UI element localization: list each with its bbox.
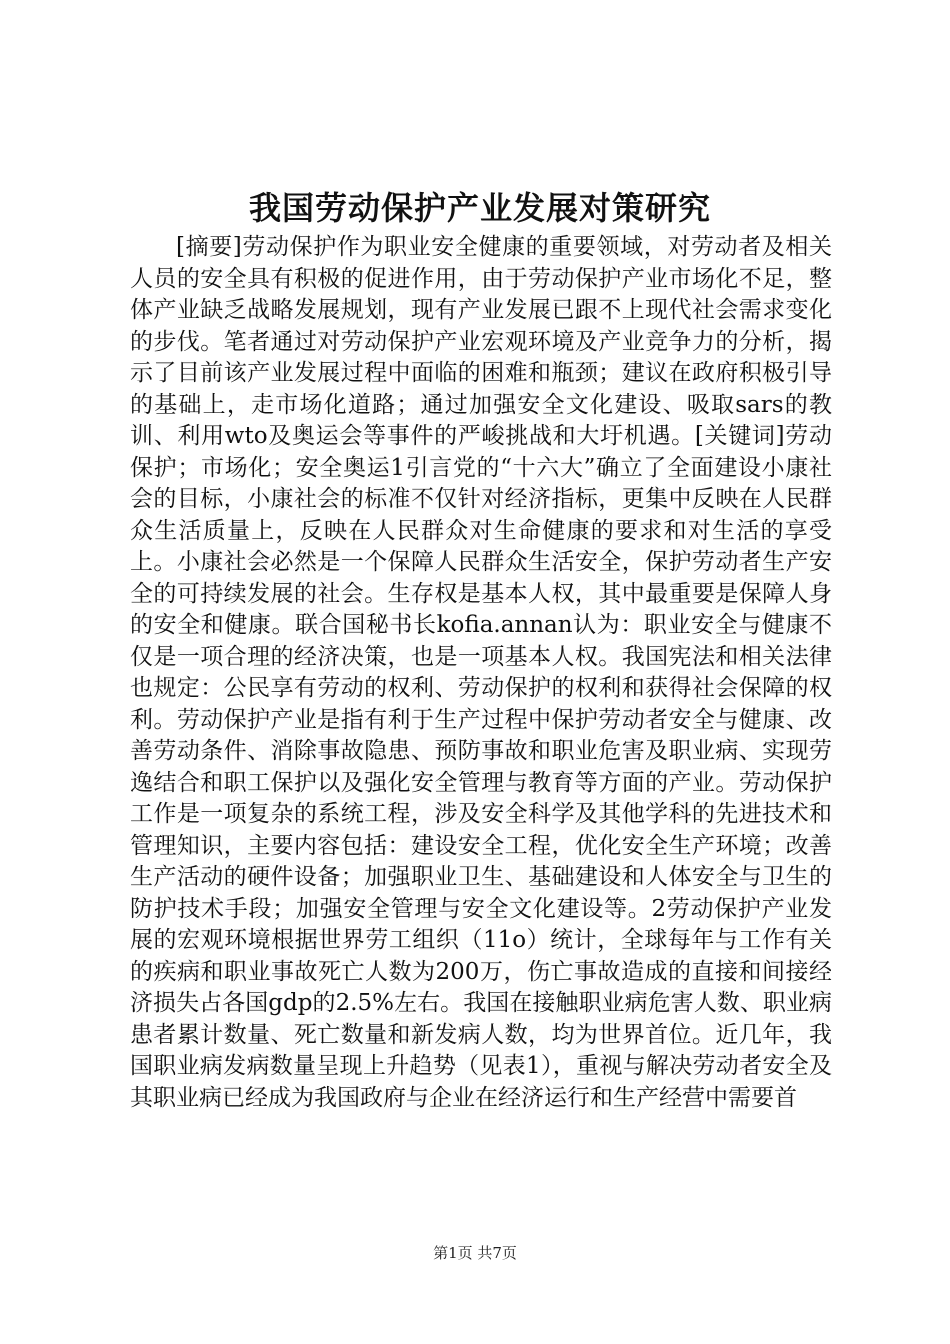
document-body: [摘要]劳动保护作为职业安全健康的重要领域，对劳动者及相关人员的安全具有积极的促进作用，由于劳动保护产业市场化不足，整体产业缺乏战略发展规划，现有产业发展已跟不上现代社会需求变化的步伐。笔者通过对劳动保护产业宏观环境及产业竞争力的分析，揭示了目前该产业发展过程中面临的困难和瓶颈；建议在政府积极引导的基础上，走市场化道路；通过加强安全文化建设、吸取sars的教训、利用wto及奥运会等事件的严峻挑战和大圩机遇。[关键词]劳动保护；市场化；安全奥运1引言党的“十六大”确立了全面建设小康社会的目标，小康社会的标准不仅针对经济指标，更集中反映在人民群众生活质量上，反映在人民群众对生命健康的要求和对生活的享受上。小康社会必然是一个保障人民群众生活安全，保护劳动者生产安全的可持续发展的社会。生存权是基本人权，其中最重要是保障人身的安全和健康。联合国秘书长kofia.annan认为：职业安全与健康不仅是一项合理的经济决策，也是一项基本人权。我国宪法和相关法律也规定：公民享有劳动的权利、劳动保护的权利和获得社会保障的权利。劳动保护产业是指有利于生产过程中保护劳动者安全与健康、改善劳动条件、消除事故隐患、预防事故和职业危害及职业病、实现劳逸结合和职工保护以及强化安全管理与教育等方面的产业。劳动保护工作是一项复杂的系统工程，涉及安全科学及其他学科的先进技术和管理知识，主要内容包括：建设安全工程，优化安全生产环境；改善生产活动的硬件设备；加强职业卫生、基础建设和人体安全与卫生的防护技术手段；加强安全管理与安全文化建设等。2劳动保护产业发展的宏观环境根据世界劳工组织（11o）统计，全球每年与工作有关的疾病和职业事故死亡人数为200万，伤亡事故造成的直接和间接经济损失占各国gdp的2.5%左右。我国在接触职业病危害人数、职业病患者累计数量、死亡数量和新发病人数，均为世界首位。近几年，我国职业病发病数量呈现上升趋势（见表1），重视与解决劳动者安全及其职业病已经成为我国政府与企业在经济运行和生产经营中需要首 xyxy=(130,234,832,1111)
page-footer xyxy=(0,1243,950,1263)
document-title: 我国劳动保护产业发展对策研究 xyxy=(248,189,711,227)
page-number: 第1页 共7页 xyxy=(433,1244,517,1262)
